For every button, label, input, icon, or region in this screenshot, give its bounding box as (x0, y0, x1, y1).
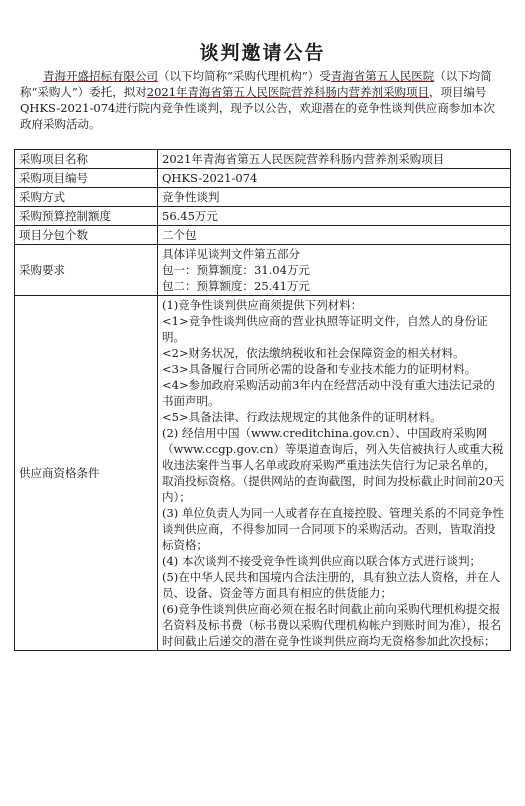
requirements-value (158, 245, 511, 296)
qualification-item: (6)竞争性谈判供应商必须在报名时间截止前向采购代理机构提交报名资料及标书费（标书费以采购代理机构帐户到账时间为准），报名时间截止后递交的潜在竞争性谈判供应商均无资格参加此次投标； (162, 602, 502, 648)
qualification-item: (5)在中华人民共和国境内合法注册的，具有独立法人资格，并在人员、设备、资金等方面具有相应的供货能力； (162, 570, 501, 600)
project-name-value: 2021年青海省第五人民医院营养科肠内营养剂采购项目 (158, 150, 511, 169)
requirements-line: 包二：预算额度：25.41万元 (162, 279, 310, 293)
row-qualifications (15, 296, 511, 651)
requirements-label: 采购要求 (15, 245, 158, 296)
row-packages (15, 226, 511, 245)
packages-value: 二个包 (158, 226, 511, 245)
info-table (14, 149, 511, 651)
qualification-item: <5>具备法律、行政法规规定的其他条件的证明材料。 (162, 410, 442, 424)
row-budget (15, 207, 511, 226)
qualification-item: (1)竞争性谈判供应商须提供下列材料： (162, 298, 363, 312)
qualification-item: (2) 经信用中国（www.creditchina.gov.cn）、中国政府采购网（www.ccgp.gov.cn）等渠道查询后，列入失信被执行人或重大税收违法案件当事人名单或政府采购严重违法失信行为记录名单的，取消投标资格。（提供网站的查询截图，时间为投标截止时间前20天内）； (162, 426, 505, 504)
purchaser-name: 青海省第五人民医院 (330, 69, 435, 83)
project-no-value: QHKS-2021-074 (158, 169, 511, 188)
intro-paragraph (20, 68, 504, 132)
row-project-no (15, 169, 511, 188)
requirements-line: 具体详见谈判文件第五部分 (162, 247, 300, 261)
project-no-label: 采购项目编号 (15, 169, 158, 188)
budget-label: 采购预算控制额度 (15, 207, 158, 226)
budget-value: 56.45万元 (158, 207, 511, 226)
requirements-line: 包一：预算额度：31.04万元 (162, 263, 310, 277)
row-method (15, 188, 511, 207)
row-project-name (15, 150, 511, 169)
project-title: 2021年青海省第五人民医院营养科肠内营养剂采购项目 (146, 85, 430, 99)
intro-text-3: ，项目编号QHKS-2021-074进行院内竞争性谈判，现予以公告，欢迎潜在的竞争性谈判供应商参加本次政府采购活动。 (20, 85, 495, 131)
project-name-label: 采购项目名称 (15, 150, 158, 169)
qualification-item: <2>财务状况，依法缴纳税收和社会保障资金的相关材料。 (162, 346, 465, 360)
method-label: 采购方式 (15, 188, 158, 207)
packages-label: 项目分包个数 (15, 226, 158, 245)
page-title: 谈判邀请公告 (199, 42, 326, 64)
qualifications-value (158, 296, 511, 651)
intro-text-1: （以下均简称“采购代理机构”）受 (158, 69, 331, 83)
qualification-item: <1>竞争性谈判供应商的营业执照等证明文件，自然人的身份证明。 (162, 314, 488, 344)
method-value: 竞争性谈判 (158, 188, 511, 207)
qualification-item: (3) 单位负责人为同一人或者存在直接控股、管理关系的不同竞争性谈判供应商，不得参加同一合同项下的采购活动。否则，皆取消投标资格； (162, 506, 504, 552)
qualification-item: <4>参加政府采购活动前3年内在经营活动中没有重大违法记录的书面声明。 (162, 378, 495, 408)
qualification-item: (4) 本次谈判不接受竞争性谈判供应商以联合体方式进行谈判； (162, 554, 481, 568)
row-requirements (15, 245, 511, 296)
agency-name: 青海开盛招标有限公司 (43, 69, 158, 83)
intro-text-2: （以下均简称“采购人”）委托，拟对 (20, 69, 492, 99)
qualifications-label: 供应商资格条件 (15, 296, 158, 651)
qualification-item: <3>具备履行合同所必需的设备和专业技术能力的证明材料。 (162, 362, 477, 376)
